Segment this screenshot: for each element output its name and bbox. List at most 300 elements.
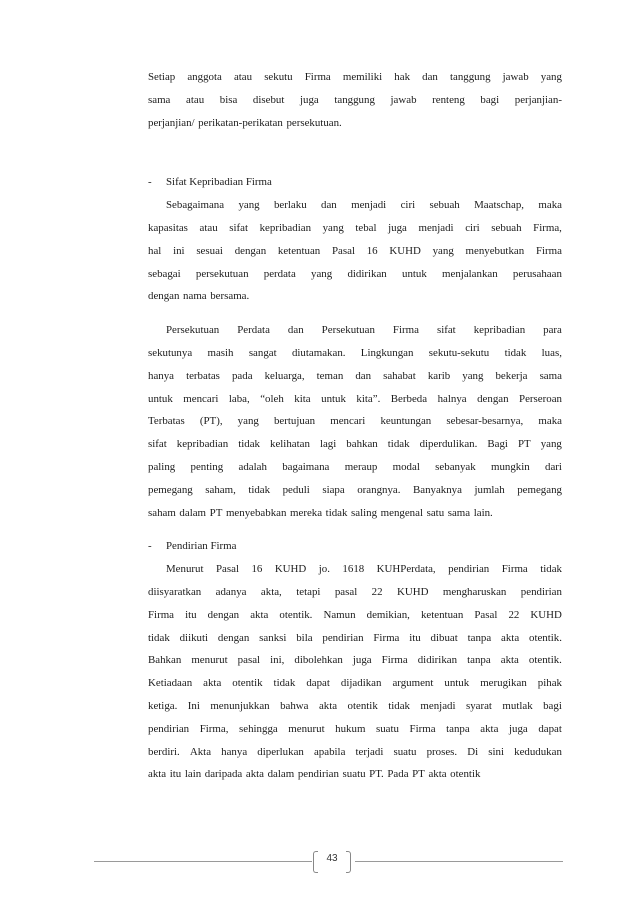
word: persekutuan. [286, 116, 342, 129]
word: keuntungan [380, 415, 432, 428]
word: sanksi [259, 631, 287, 644]
word: otentik. [279, 608, 313, 621]
word: modal [392, 460, 420, 473]
text-line [148, 112, 562, 135]
word: atau [199, 221, 218, 234]
word: masih [207, 346, 234, 359]
word: otentik [232, 677, 263, 690]
word: hal [148, 244, 162, 257]
word: halnya [437, 392, 467, 405]
word: Bagi [487, 438, 508, 451]
word: pada [231, 369, 253, 382]
word: KUHPerdata, [376, 563, 436, 576]
word: dengan [477, 392, 509, 405]
word: bekerja [495, 369, 528, 382]
text-line [148, 558, 562, 581]
word: mencari [330, 415, 366, 428]
word: bila [296, 631, 313, 644]
word: 22 [371, 585, 383, 598]
word: Perseroan [519, 392, 562, 405]
word: dan [422, 71, 438, 83]
word: tidak [387, 438, 410, 451]
text-line [148, 433, 562, 456]
text-line [148, 672, 562, 695]
page-number: 43 [326, 853, 338, 864]
word: sifat [436, 324, 456, 337]
word: ciri [465, 221, 480, 234]
word: (PT), [199, 415, 223, 428]
word: pendirian [322, 631, 364, 644]
word: kelihatan [270, 438, 310, 451]
word: jumlah [474, 483, 505, 496]
word: mutlak [502, 699, 533, 712]
word: dan [287, 324, 304, 337]
word: Persekutuan [166, 324, 220, 337]
word: Bahkan [148, 654, 182, 667]
word: PT. [369, 768, 384, 781]
word: yang [237, 415, 259, 428]
word: itu [169, 768, 182, 781]
word: jo. [318, 563, 330, 576]
word: bagi [543, 699, 562, 712]
word: juga [299, 93, 319, 106]
word: juga [388, 221, 407, 234]
word: akta [480, 722, 499, 735]
word: sebagai [148, 267, 181, 280]
page-body [148, 66, 562, 786]
word: dengan [207, 608, 240, 621]
word: lain. [473, 506, 493, 519]
sifat-kepribadian-paragraph-1 [148, 194, 562, 308]
word: tanggung [449, 71, 491, 83]
word: ini [173, 244, 185, 257]
word: Di [467, 745, 479, 758]
word: luas, [541, 346, 562, 359]
word: argument [392, 677, 434, 690]
word: akta [148, 768, 167, 781]
word: lagi [319, 438, 337, 451]
word: KUHD [530, 608, 562, 621]
section-title: Pendirian Firma [166, 540, 237, 553]
word: dijadikan [340, 677, 382, 690]
word: Firma [304, 71, 331, 83]
word: perusahaan [512, 267, 562, 280]
section-heading-sifat-kepribadian [148, 171, 562, 194]
word: KUHD [274, 563, 307, 576]
word: para [543, 324, 562, 337]
word: mereka [290, 506, 323, 519]
text-line [148, 194, 562, 217]
word: proses. [426, 745, 458, 758]
word: tanggung [334, 93, 375, 106]
word: persekutuan [195, 267, 249, 280]
word: pendirian [297, 768, 339, 781]
word: menjadi [351, 199, 387, 212]
word: Berbeda [390, 392, 428, 405]
word: menyebabkan [225, 506, 287, 519]
word: PT [412, 768, 425, 781]
bullet-dash: - [148, 176, 152, 189]
word: penting [190, 460, 224, 473]
word: sekutunya [148, 346, 193, 359]
word: KUHD [396, 585, 429, 598]
word: sifat [229, 221, 249, 234]
word: Firma [392, 324, 419, 337]
word: maka [538, 415, 562, 428]
word: anggota [187, 71, 222, 83]
word: Firma, [533, 221, 562, 234]
text-line [148, 410, 562, 433]
word: yang [322, 221, 344, 234]
word: dalam [267, 768, 295, 781]
word: ini, [270, 654, 285, 667]
word: lain [184, 768, 202, 781]
word: memiliki [342, 71, 383, 83]
word: menurut [288, 722, 325, 735]
sifat-kepribadian-paragraph-2 [148, 319, 562, 524]
word: pemegang [148, 483, 193, 496]
word: ketentuan [277, 244, 321, 257]
word: Menurut [166, 563, 204, 576]
word: ketentuan [420, 608, 464, 621]
word: dapat [538, 722, 562, 735]
word: merugikan [480, 677, 527, 690]
footer-rule-left [94, 861, 312, 862]
word: akta [500, 654, 519, 667]
word: orangnya. [357, 483, 401, 496]
text-line [148, 240, 562, 263]
word: mengharuskan [442, 585, 507, 598]
word: tidak [325, 506, 348, 519]
word: tanpa [467, 631, 492, 644]
word: Ini [187, 699, 200, 712]
section-heading-pendirian-firma [148, 535, 562, 558]
word: akta [250, 608, 269, 621]
word: Firma [381, 654, 408, 667]
word: otentik. [528, 654, 562, 667]
text-line [148, 89, 562, 112]
word: pendirian [148, 722, 190, 735]
text-line [148, 741, 562, 764]
word: perdata [263, 267, 296, 280]
text-line [148, 763, 562, 786]
word: Setiap [148, 71, 176, 83]
word: akta, [260, 585, 282, 598]
word: laba, [228, 392, 250, 405]
word: akta [501, 631, 520, 644]
word: perjanjian- [514, 93, 562, 106]
word: nama [183, 290, 207, 303]
word: Firma [409, 722, 436, 735]
word: tidak [238, 438, 260, 451]
word: sama [539, 369, 562, 382]
word: kepribadian [176, 438, 229, 451]
word: Akta [189, 745, 212, 758]
word: yang [462, 369, 484, 382]
word: hukum [335, 722, 366, 735]
word: menjadi [418, 221, 454, 234]
text-line [148, 581, 562, 604]
word: bertujuan [273, 415, 316, 428]
word: renteng [432, 93, 465, 106]
word: Pasal [215, 563, 239, 576]
text-line [148, 342, 562, 365]
word: meraup [344, 460, 378, 473]
word: Firma [501, 563, 528, 576]
word: adalah [238, 460, 267, 473]
word: hanya [148, 369, 175, 382]
footer-rule-right [355, 861, 563, 862]
word: dan [355, 369, 372, 382]
word: dengan [148, 290, 180, 303]
word: disebut [252, 93, 285, 106]
word: sangat [248, 346, 277, 359]
text-line [148, 718, 562, 741]
word: demikian, [366, 608, 410, 621]
word: terjadi [355, 745, 384, 758]
word: suatu [393, 745, 417, 758]
word: bahwa [280, 699, 309, 712]
word: Terbatas [148, 415, 185, 428]
word: tanpa [467, 654, 491, 667]
word: sini [488, 745, 505, 758]
word: diperdulikan. [419, 438, 478, 451]
word: saling [351, 506, 378, 519]
word: Persekutuan [321, 324, 375, 337]
word: paling [148, 460, 176, 473]
word: karib [427, 369, 451, 382]
word: bisa [219, 93, 238, 106]
word: PT [209, 506, 223, 519]
word: Pasal [474, 608, 498, 621]
word: PT [517, 438, 531, 451]
word: Sebagaimana [166, 199, 225, 212]
word: 16 [366, 244, 378, 257]
text-line [148, 695, 562, 718]
word: sifat [148, 438, 167, 451]
word: diutamakan. [291, 346, 346, 359]
text-line [148, 502, 562, 525]
word: dibolehkan [294, 654, 343, 667]
word: ketiga. [148, 699, 178, 712]
word: menyebutkan [465, 244, 525, 257]
word: satu [426, 506, 445, 519]
word: kedudukan [514, 745, 562, 758]
word: pendirian [520, 585, 562, 598]
word: berlaku [273, 199, 307, 212]
word: Firma [535, 244, 562, 257]
word: perikatan-perikatan [198, 116, 283, 129]
word: akta [245, 768, 264, 781]
word: untuk [321, 392, 346, 405]
word: didirikan [417, 654, 458, 667]
word: ciri [400, 199, 416, 212]
intro-paragraph [148, 66, 562, 134]
word: dibuat [430, 631, 458, 644]
word: diisyaratkan [148, 585, 202, 598]
word: Firma [373, 631, 400, 644]
word: syarat [465, 699, 492, 712]
word: pasal [237, 654, 261, 667]
word: terbatas [186, 369, 220, 382]
word: didirikan [347, 267, 387, 280]
text-line [148, 627, 562, 650]
word: sama [148, 93, 171, 106]
word: kita [294, 392, 311, 405]
word: akta [318, 699, 338, 712]
word: sebanyak [435, 460, 476, 473]
word: dengan [234, 244, 267, 257]
word: atau [233, 71, 253, 83]
word: tidak [273, 677, 296, 690]
word: tanpa [446, 722, 470, 735]
pendirian-firma-paragraph [148, 558, 562, 786]
word: menurut [191, 654, 228, 667]
word: diikuti [179, 631, 209, 644]
section-title: Sifat Kepribadian Firma [166, 176, 272, 189]
word: tebal [355, 221, 377, 234]
word: adanya [215, 585, 247, 598]
word: untuk [444, 677, 470, 690]
word: yang [432, 244, 454, 257]
word: mungkin [491, 460, 530, 473]
word: bersama. [210, 290, 250, 303]
word: jawab [390, 93, 417, 106]
word: Maatschap, [474, 199, 525, 212]
word: diperlukan [257, 745, 304, 758]
word: kita”. [356, 392, 381, 405]
word: tidak [388, 699, 410, 712]
text-line [148, 285, 562, 308]
word: menjalankan [442, 267, 498, 280]
word: menjadi [420, 699, 456, 712]
word: suatu [375, 722, 399, 735]
word: mengenal [380, 506, 423, 519]
word: tetapi [296, 585, 321, 598]
word: yang [540, 71, 562, 83]
word: keluarga, [264, 369, 305, 382]
word: sama [447, 506, 471, 519]
word: akta [203, 677, 222, 690]
word: pendirian [448, 563, 490, 576]
word: yang [311, 267, 333, 280]
word: dari [545, 460, 562, 473]
word: Perdata [237, 324, 270, 337]
word: pemegang [517, 483, 562, 496]
word: 22 [508, 608, 520, 621]
word: tidak [148, 631, 170, 644]
word: sebesar-besarnya, [446, 415, 524, 428]
word: itu [409, 631, 421, 644]
word: sebuah [491, 221, 522, 234]
bullet-dash: - [148, 540, 152, 553]
word: bahkan [346, 438, 378, 451]
word: tidak [248, 483, 271, 496]
word: siapa [322, 483, 345, 496]
word: sesuai [196, 244, 223, 257]
word: sahabat [383, 369, 416, 382]
word: daripada [204, 768, 243, 781]
text-line [148, 66, 562, 89]
text-line [148, 604, 562, 627]
word: perjanjian/ [148, 116, 195, 129]
word: sehingga [239, 722, 278, 735]
word: Pada [387, 768, 409, 781]
word: itu [185, 608, 197, 621]
word: otentik [347, 699, 378, 712]
word: Lingkungan [360, 346, 414, 359]
word: saham [148, 506, 176, 519]
word: suatu [342, 768, 366, 781]
word: kapasitas [148, 221, 188, 234]
text-line [148, 479, 562, 502]
word: tidak [540, 563, 562, 576]
word: KUHD [389, 244, 421, 257]
word: kepribadian [473, 324, 526, 337]
word: sekutu [264, 71, 293, 83]
word: tidak [504, 346, 527, 359]
word: hanya [221, 745, 248, 758]
text-line [148, 263, 562, 286]
word: otentik. [529, 631, 562, 644]
word: sekutu-sekutu [428, 346, 490, 359]
word: saham, [205, 483, 236, 496]
text-line [148, 388, 562, 411]
word: hak [394, 71, 411, 83]
word: peduli [282, 483, 310, 496]
word: yang [238, 199, 260, 212]
word: dan [321, 199, 337, 212]
text-line [148, 365, 562, 388]
word: dapat [306, 677, 330, 690]
word: akta [428, 768, 447, 781]
word: untuk [402, 267, 427, 280]
word: maka [538, 199, 562, 212]
word: berdiri. [148, 745, 180, 758]
word: dalam [179, 506, 207, 519]
word: atau [186, 93, 205, 106]
text-line [148, 456, 562, 479]
word: 1618 [342, 563, 365, 576]
word: otentik [450, 768, 481, 781]
word: Pasal [331, 244, 355, 257]
word: Firma, [199, 722, 229, 735]
word: sebuah [429, 199, 460, 212]
word: untuk [148, 392, 173, 405]
word: kepribadian [259, 221, 312, 234]
word: juga [352, 654, 372, 667]
word: pihak [537, 677, 562, 690]
word: teman [316, 369, 344, 382]
word: yang [540, 438, 562, 451]
word: bagaimana [282, 460, 330, 473]
word: apabila [313, 745, 346, 758]
word: menunjukkan [210, 699, 270, 712]
text-line [148, 649, 562, 672]
word: Ketiadaan [148, 677, 193, 690]
word: mencari [183, 392, 219, 405]
word: “oleh [260, 392, 284, 405]
word: jawab [502, 71, 529, 83]
word: bagi [480, 93, 500, 106]
word: Banyaknya [412, 483, 462, 496]
word: dengan [217, 631, 250, 644]
page-number-bracket-right [346, 851, 351, 873]
word: 16 [251, 563, 263, 576]
word: pasal [334, 585, 358, 598]
text-line [148, 217, 562, 240]
text-line [148, 319, 562, 342]
